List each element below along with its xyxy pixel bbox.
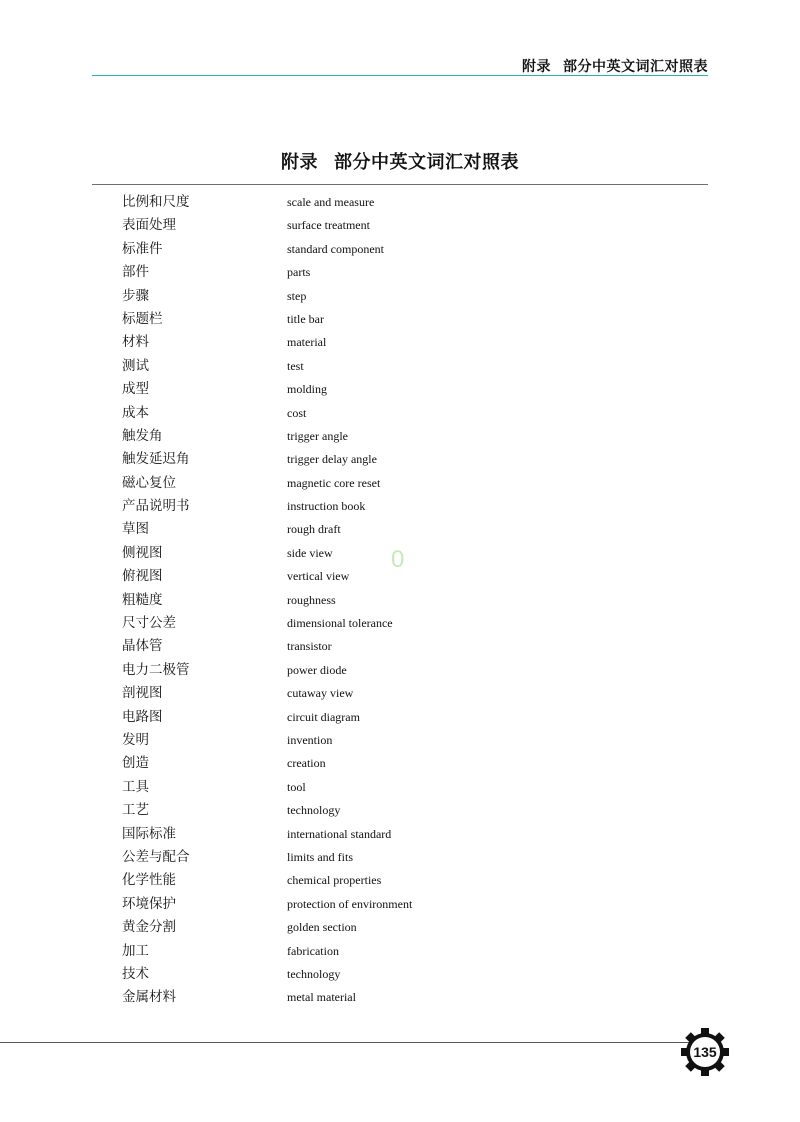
term-chinese: 国际标准: [122, 825, 176, 842]
glossary-row: [122, 214, 642, 237]
term-chinese: 尺寸公差: [122, 615, 176, 632]
term-chinese: 标准件: [122, 240, 163, 257]
term-english: trigger delay angle: [287, 452, 377, 467]
term-chinese: 公差与配合: [122, 848, 190, 865]
term-english: standard component: [287, 241, 384, 256]
term-english: chemical properties: [287, 873, 382, 888]
term-chinese: 工艺: [122, 802, 149, 819]
term-english: cutaway view: [287, 686, 354, 701]
glossary-row: [122, 776, 642, 799]
term-chinese: 触发延迟角: [122, 451, 190, 468]
glossary-row: [122, 635, 642, 658]
running-head-part1: 附录: [522, 59, 551, 75]
term-english: magnetic core reset: [287, 475, 381, 490]
glossary-row: [122, 659, 642, 682]
glossary-row: [122, 402, 642, 425]
glossary-row: [122, 823, 642, 846]
term-english: international standard: [287, 826, 392, 841]
glossary-row: [122, 940, 642, 963]
term-english: title bar: [287, 311, 324, 326]
term-chinese: 产品说明书: [122, 498, 190, 515]
page-number: 135: [693, 1044, 717, 1060]
glossary-row: [122, 331, 642, 354]
glossary-row: [122, 986, 642, 1009]
term-english: power diode: [287, 662, 347, 677]
term-chinese: 电路图: [122, 708, 163, 725]
term-chinese: 步骤: [122, 287, 149, 304]
term-chinese: 材料: [122, 334, 149, 351]
term-english: parts: [287, 265, 311, 280]
glossary-row: [122, 261, 642, 284]
glossary-row: [122, 308, 642, 331]
glossary-row: [122, 191, 642, 214]
term-english: metal material: [287, 990, 356, 1005]
term-chinese: 黄金分割: [122, 919, 176, 936]
term-english: transistor: [287, 639, 332, 654]
term-chinese: 化学性能: [122, 872, 176, 889]
term-chinese: 侧视图: [122, 544, 163, 561]
term-english: invention: [287, 732, 333, 747]
term-english: technology: [287, 966, 341, 981]
page-title-part2: 部分中英文词汇对照表: [334, 152, 519, 173]
term-english: roughness: [287, 592, 336, 607]
glossary-row: [122, 355, 642, 378]
glossary-row: [122, 518, 642, 541]
term-english: vertical view: [287, 569, 350, 584]
running-head-part2: 部分中英文词汇对照表: [563, 59, 708, 75]
glossary-row: [122, 542, 642, 565]
term-chinese: 草图: [122, 521, 149, 538]
term-chinese: 测试: [122, 357, 149, 374]
term-english: technology: [287, 803, 341, 818]
term-english: dimensional tolerance: [287, 616, 393, 631]
glossary-row: [122, 799, 642, 822]
glossary-row: [122, 425, 642, 448]
term-chinese: 剖视图: [122, 685, 163, 702]
term-english: creation: [287, 756, 326, 771]
page-title: [0, 148, 800, 174]
term-english: cost: [287, 405, 307, 420]
term-chinese: 发明: [122, 731, 149, 748]
term-chinese: 晶体管: [122, 638, 163, 655]
glossary-row: [122, 682, 642, 705]
glossary-row: [122, 869, 642, 892]
term-english: material: [287, 335, 327, 350]
term-english: protection of environment: [287, 896, 413, 911]
term-english: molding: [287, 382, 328, 397]
term-chinese: 成本: [122, 404, 149, 421]
glossary-row: [122, 448, 642, 471]
glossary-row: [122, 589, 642, 612]
glossary-row: [122, 238, 642, 261]
glossary-row: [122, 729, 642, 752]
term-english: instruction book: [287, 499, 366, 514]
title-rule: [92, 184, 708, 185]
glossary-row: [122, 565, 642, 588]
glossary-row: [122, 612, 642, 635]
term-chinese: 表面处理: [122, 217, 176, 234]
glossary-row: [122, 963, 642, 986]
term-english: surface treatment: [287, 218, 370, 233]
term-chinese: 创造: [122, 755, 149, 772]
term-english: scale and measure: [287, 195, 375, 209]
glossary-row: [122, 752, 642, 775]
term-chinese: 部件: [122, 264, 149, 281]
term-chinese: 成型: [122, 381, 149, 398]
term-english: rough draft: [287, 522, 341, 537]
term-english: tool: [287, 779, 306, 794]
glossary-row: [122, 472, 642, 495]
term-chinese: 标题栏: [122, 310, 163, 327]
term-english: circuit diagram: [287, 709, 360, 724]
term-chinese: 粗糙度: [122, 591, 163, 608]
term-english: step: [287, 288, 307, 303]
term-chinese: 触发角: [122, 427, 163, 444]
glossary-row: [122, 916, 642, 939]
term-chinese: 电力二极管: [122, 661, 190, 678]
term-english: limits and fits: [287, 849, 353, 864]
page-title-part1: 附录: [281, 152, 318, 173]
glossary-row: [122, 893, 642, 916]
term-english: side view: [287, 545, 333, 560]
term-english: test: [287, 358, 304, 373]
glossary-row: [122, 378, 642, 401]
term-english: trigger angle: [287, 428, 348, 443]
term-chinese: 磁心复位: [122, 474, 176, 491]
footer-rule: [0, 1042, 690, 1043]
term-english: fabrication: [287, 943, 339, 958]
running-head: [522, 56, 708, 76]
term-chinese: 加工: [122, 942, 149, 959]
term-chinese: 金属材料: [122, 989, 176, 1006]
term-chinese: 技术: [122, 965, 149, 982]
header-rule: [92, 75, 708, 76]
term-chinese: 比例和尺度: [122, 194, 190, 210]
stray-mark: 0: [391, 546, 405, 573]
glossary-row: [122, 495, 642, 518]
glossary-row: [122, 846, 642, 869]
term-english: golden section: [287, 920, 357, 935]
glossary-row: [122, 285, 642, 308]
term-chinese: 俯视图: [122, 568, 163, 585]
glossary-list: [122, 191, 642, 1010]
glossary-row: [122, 706, 642, 729]
term-chinese: 环境保护: [122, 895, 176, 912]
term-chinese: 工具: [122, 778, 149, 795]
